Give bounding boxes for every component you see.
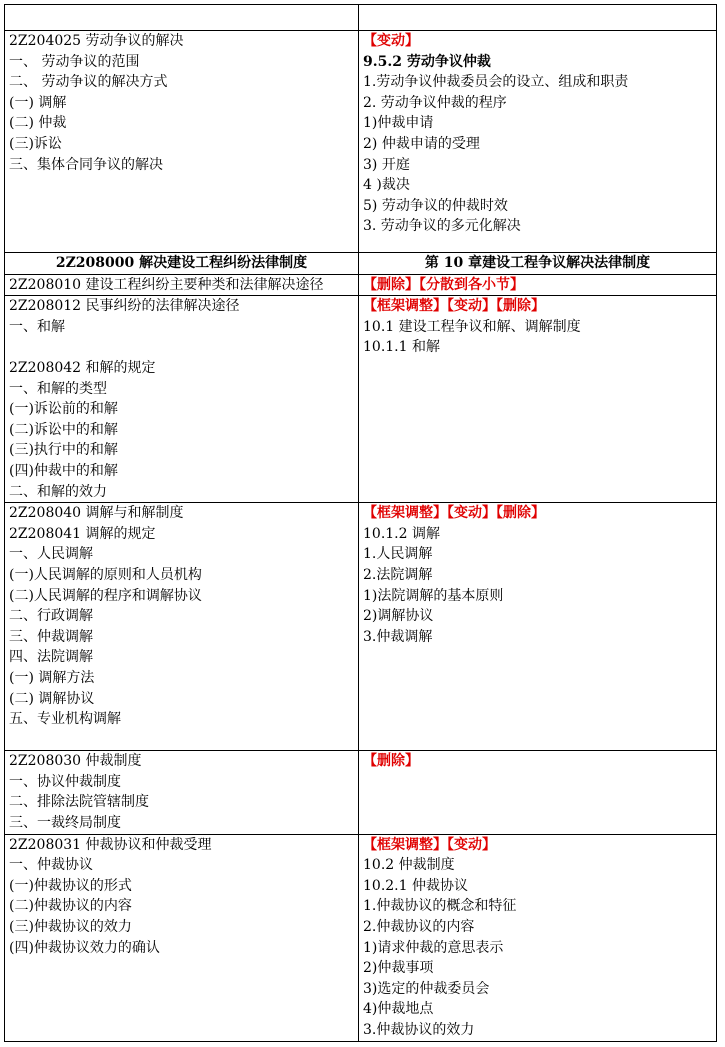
text-line: 3)选定的仲裁委员会 [363, 980, 490, 997]
table-row [5, 834, 717, 1041]
text-line: 一、人民调解 [9, 546, 93, 563]
table-cell-left [5, 274, 359, 296]
table-cell-left [5, 503, 359, 751]
text-line: (四)仲裁协议效力的确认 [9, 939, 160, 956]
text-line [9, 337, 354, 358]
text-line: (二) 仲裁 [9, 115, 67, 132]
text-line: 五、专业机构调解 [9, 711, 121, 728]
text-line: (一)人民调解的原则和人员机构 [9, 566, 202, 583]
text-line: 1)请求仲裁的意思表示 [363, 939, 504, 956]
chapter-title-old: 2Z208000 解决建设工程纠纷法律制度 [55, 255, 308, 271]
text-line: 一、和解的类型 [9, 380, 107, 397]
text-line: 10.1.1 和解 [363, 339, 440, 356]
text-line: 3.仲裁协议的效力 [363, 1021, 475, 1038]
text-line: 二、行政调解 [9, 608, 93, 625]
table-cell-right [359, 503, 717, 751]
text-line: (一) 调解方法 [9, 669, 95, 686]
table-cell-right [359, 31, 717, 253]
table-cell-left [5, 834, 359, 1041]
text-line: (一)诉讼前的和解 [9, 401, 118, 418]
text-line: 4)仲裁地点 [363, 1001, 434, 1018]
text-line: 4 )裁决 [363, 177, 410, 194]
text-line: 2. 劳动争议仲裁的程序 [363, 94, 507, 111]
change-tag: 【框架调整】【变动】【删除】 [363, 505, 545, 522]
text-line: 二、排除法院管辖制度 [9, 794, 149, 811]
text-line: 二、 劳动争议的解决方式 [9, 74, 168, 91]
table-cell-right [359, 834, 717, 1041]
comparison-table [4, 4, 717, 1042]
text-line: 2)调解协议 [363, 608, 434, 625]
text-line: (四)仲裁中的和解 [9, 462, 118, 479]
table-cell-right [359, 296, 717, 503]
table-cell-left [5, 296, 359, 503]
text-line: 10.1 建设工程争议和解、调解制度 [363, 318, 581, 335]
text-line: 一、和解 [9, 318, 65, 335]
text-line: (二)诉讼中的和解 [9, 421, 118, 438]
table-cell-left [5, 31, 359, 253]
table-row [5, 503, 717, 751]
table-cell-right [359, 751, 717, 834]
text-line: (三)执行中的和解 [9, 442, 118, 459]
text-line: 2Z208012 民事纠纷的法律解决途径 [9, 298, 240, 315]
text-line: 2Z208041 调解的规定 [9, 525, 156, 542]
table-header-row [5, 253, 717, 275]
table-cell-right [359, 274, 717, 296]
text-line: 10.2.1 仲裁协议 [363, 877, 468, 894]
text-line: (二)人民调解的程序和调解协议 [9, 587, 202, 604]
text-line: 5) 劳动争议的仲裁时效 [363, 197, 508, 214]
text-line: 1.劳动争议仲裁委员会的设立、组成和职责 [363, 74, 629, 91]
change-tag: 【删除】 [363, 753, 419, 770]
table-row [5, 5, 717, 31]
chapter-title-new: 第 10 章建设工程争议解决法律制度 [424, 255, 651, 271]
text-line: 三、集体合同争议的解决 [9, 156, 163, 173]
table-row [5, 274, 717, 296]
change-tag: 【变动】 [363, 33, 419, 49]
text-line: 3.仲裁调解 [363, 628, 433, 645]
text-line: 2)仲裁事项 [363, 960, 434, 977]
text-line: 2.仲裁协议的内容 [363, 918, 475, 935]
text-line: 3) 开庭 [363, 156, 410, 173]
text-line: 1.仲裁协议的概念和特征 [363, 898, 517, 915]
text-line: 10.1.2 调解 [363, 525, 440, 542]
text-line: 二、和解的效力 [9, 483, 107, 500]
text-line: 三、仲裁调解 [9, 628, 93, 645]
text-line: (三)仲裁协议的效力 [9, 918, 132, 935]
text-line: 2.法院调解 [363, 566, 433, 583]
text-line: 2Z204025 劳动争议的解决 [9, 33, 184, 49]
table-cell-left [5, 751, 359, 834]
table-row [5, 296, 717, 503]
table-row [5, 31, 717, 253]
text-line: 一、仲裁协议 [9, 857, 93, 874]
text-line: 2Z208042 和解的规定 [9, 359, 156, 376]
change-tag: 【框架调整】【变动】【删除】 [363, 298, 545, 315]
text-line: (一)仲裁协议的形式 [9, 877, 132, 894]
table-row [5, 751, 717, 834]
text-line: (二) 调解协议 [9, 690, 95, 707]
text-line: 2Z208010 建设工程纠纷主要种类和法律解决途径 [9, 276, 324, 293]
text-line: 一、协议仲裁制度 [9, 773, 121, 790]
text-line: 10.2 仲裁制度 [363, 857, 455, 874]
text-line: 1.人民调解 [363, 546, 433, 563]
chapter-header-right [359, 253, 717, 275]
text-line: 3. 劳动争议的多元化解决 [363, 218, 521, 235]
text-line: 2Z208031 仲裁协议和仲裁受理 [9, 836, 212, 853]
section-heading: 9.5.2 劳动争议仲裁 [363, 53, 491, 70]
table-cell-left [5, 5, 359, 31]
text-line: (三)诉讼 [9, 135, 62, 152]
text-line: 2Z208040 调解与和解制度 [9, 505, 184, 522]
chapter-header-left [5, 253, 359, 275]
change-tag: 【删除】【分散到各小节】 [363, 276, 524, 293]
text-line: 三、一裁终局制度 [9, 814, 121, 831]
text-line: 2) 仲裁申请的受理 [363, 135, 480, 152]
text-line: 四、法院调解 [9, 649, 93, 666]
change-tag: 【框架调整】【变动】 [363, 836, 496, 853]
text-line: 2Z208030 仲裁制度 [9, 753, 142, 770]
text-line: (一) 调解 [9, 94, 67, 111]
table-cell-right [359, 5, 717, 31]
text-line: 一、 劳动争议的范围 [9, 53, 140, 70]
text-line: 1)法院调解的基本原则 [363, 587, 504, 604]
text-line: (二)仲裁协议的内容 [9, 898, 132, 915]
text-line: 1)仲裁申请 [363, 115, 434, 132]
